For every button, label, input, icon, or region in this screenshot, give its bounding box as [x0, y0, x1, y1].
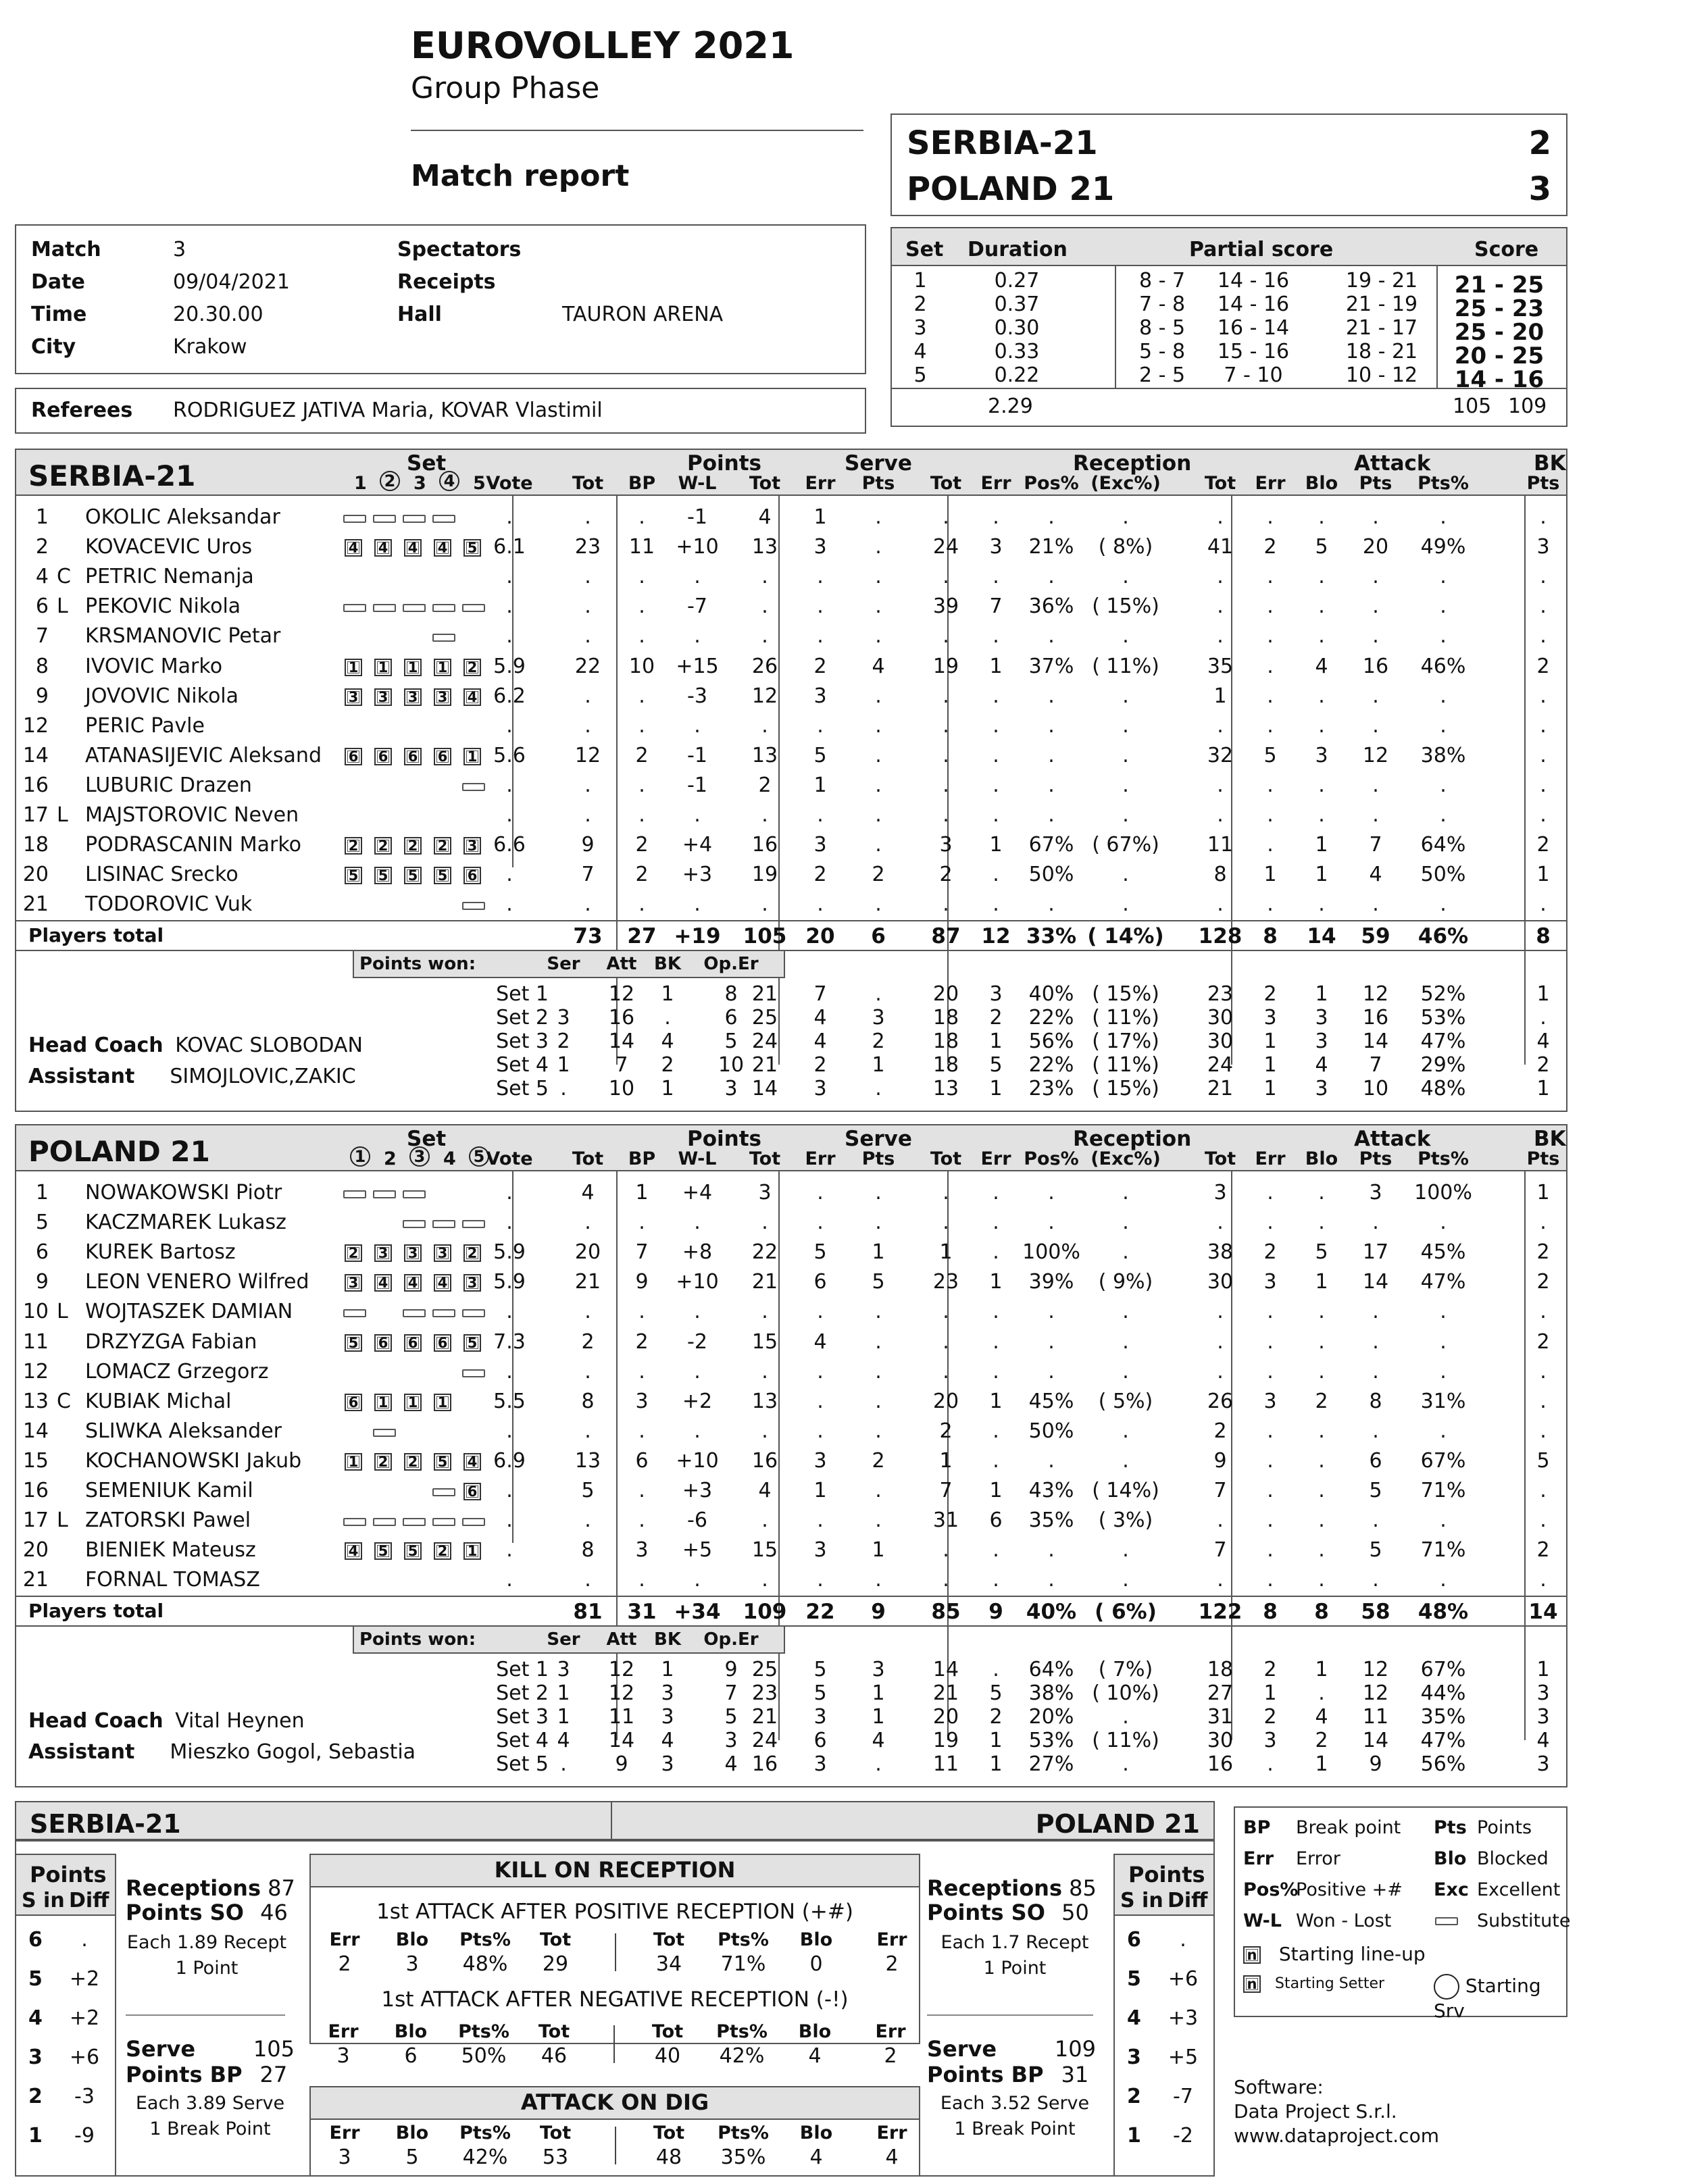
set-stats-row: Set 1 12 1 8 21 7 . 20 3 40% ( 15%) 23 2 1 12 52% 1	[496, 982, 1550, 1006]
player-row: 5 KACZMAREK Lukasz . . . . . . . . . . . . . . . . .	[35, 1211, 1547, 1235]
team1-name: SERBIA-21	[907, 124, 1098, 162]
summary-header: SERBIA-21 POLAND 21	[15, 1801, 1215, 1840]
set-stats-row: Set 3 2 14 4 5 24 4 2 18 1 56% ( 17%) 30 1 3 14 47% 4	[496, 1030, 1550, 1053]
player-row: 2 KOVACEVIC Uros 4 4 4 4 5 6.1 23 11 +10 13 3 . 24 3 21% ( 8%) 41 2 5 20 49% 3	[35, 535, 1550, 559]
points-diff-teamB: Points S in Diff 6 . 5 +6 4 +3 3 +5 2 -7 1 -2	[1113, 1854, 1215, 2177]
player-row: 21 TODOROVIC Vuk . . . . . . . . . . . . . . . . .	[22, 892, 1547, 917]
player-row: 9 JOVOVIC Nikola 3 3 3 3 4 6.2 . . -3 12 3 . . . . . 1 . . . . .	[35, 684, 1547, 708]
player-name: PERIC Pavle	[85, 713, 205, 738]
player-row: 17 L MAJSTOROVIC Neven . . . . . . . . . . . . . . . . .	[22, 803, 1547, 827]
player-name: ATANASIJEVIC Aleksand	[85, 743, 322, 767]
set-stats-row: Set 3 1 11 3 5 21 3 1 20 2 20% . 31 2 4 11 35% 3	[496, 1705, 1550, 1729]
legend: BP Break point Pts Points Err Error Blo Blocked Pos% Positive +# Exc Excellent W-L Won - Lost Substitute n Starting line-up n Starting Setter Starting Srv	[1234, 1806, 1567, 2017]
player-name: PETRIC Nemanja	[85, 565, 254, 589]
player-name: BIENIEK Mateusz	[85, 1538, 256, 1563]
set-stats-row: Set 4 4 14 4 3 24 6 4 19 1 53% ( 11%) 30 3 2 14 47% 4	[496, 1729, 1550, 1752]
player-name: KRSMANOVIC Petar	[85, 624, 281, 649]
player-name: LEON VENERO Wilfred	[85, 1270, 309, 1294]
player-name: LOMACZ Grzegorz	[85, 1359, 269, 1383]
player-row: 6 L PEKOVIC Nikola . . . -7 . . . 39 7 36% ( 15%) . . . . . .	[35, 594, 1547, 619]
software-credit: Software: Data Project S.r.l. www.dataproject.com	[1234, 2076, 1439, 2147]
set-row: 5 0.22 2 - 5 7 - 10 10 - 12 14 - 16	[913, 363, 1545, 393]
set-stats-row: Set 5 . 10 1 3 14 3 . 13 1 23% ( 15%) 21 1 3 10 48% 1	[496, 1077, 1550, 1100]
player-row: 20 LISINAC Srecko 5 5 5 5 6 . 7 2 +3 19 2 2 2 . 50% . 8 1 1 4 50% 1	[22, 863, 1550, 887]
player-name: TODOROVIC Vuk	[85, 892, 253, 917]
player-name: NOWAKOWSKI Piotr	[85, 1181, 282, 1204]
player-name: IVOVIC Marko	[85, 654, 223, 678]
set-row: 3 0.30 8 - 5 16 - 14 21 - 17 25 - 20	[913, 316, 1545, 346]
player-name: LISINAC Srecko	[85, 863, 239, 887]
player-row: 9 LEON VENERO Wilfred 3 4 4 4 3 5.9 21 9 +10 21 6 5 23 1 39% ( 9%) 30 3 1 14 47% 2	[35, 1270, 1550, 1294]
player-row: 14 ATANASIJEVIC Aleksand 6 6 6 6 1 5.6 12 2 -1 13 5 . . . . . 32 5 3 12 38% .	[22, 743, 1547, 767]
player-name: SLIWKA Aleksander	[85, 1419, 282, 1443]
player-row: 4 C PETRIC Nemanja . . . . . . . . . . . . . . . . .	[35, 565, 1547, 589]
player-row: 18 PODRASCANIN Marko 2 2 2 2 3 6.6 9 2 +4 16 3 . 3 1 67% ( 67%) 11 . 1 7 64% 2	[22, 833, 1550, 857]
player-name: KACZMAREK Lukasz	[85, 1211, 286, 1235]
player-row: 21 FORNAL TOMASZ . . . . . . . . . . . . . . . . .	[22, 1568, 1547, 1592]
set-row: 2 0.37 7 - 8 14 - 16 21 - 19 25 - 23	[913, 293, 1545, 322]
teamA-stats: SERBIA-21 Set Points Serve Reception Attack BK 1 2 3 4 5 Vote Tot BP W-L Tot Err Pts Tot Err Pos% (Exc%) Tot Err Blo Pts Pts% Pts 1 OKOLIC Aleksandar . . . -1 4 1 . . . . . . . . . . . 2 KOVACEVIC Uros 4 4 4 4 5 6.1 23 11 +10 13 3 . 24 3 21% ( 8%) 41 2 5 20 49% 3 4 C PETRIC Nemanja . . . . . . . . . . . . . . . . . 6 L PEKOVIC Nikola . . . -7 . . . 39 7 36% ( 15%) . . . . . . 7 KRSMANOVIC Petar . . . . . . . . . . . . . . . . . 8 IVOVIC Marko 1 1 1 1 2 5.9 22 10 +15 26 2 4 19 1 37% ( 11%) 35 . 4 16 46% 2 9 JOVOVIC Nikola 3 3 3 3 4 6.2 . . -3 12 3 . . . . . 1 . . . . . 12 PERIC Pavle . . . . . . . . . . . . . . . . . 14 ATANASIJEVIC Aleksand 6 6 6 6 1 5.6 12 2 -1 13 5 . . . . . 32 5 3 12 38% . 16 LUBURIC Drazen . . . -1 2 1 . . . . . . . . . . . 17 L MAJSTOROVIC Neven . . . . . . . . . . . . . . . . . 18 PODRASCANIN Marko 2 2 2 2 3 6.6 9 2 +4 16 3 . 3 1 67% ( 67%) 11 . 1 7 64% 2 20 LISINAC Srecko 5 5 5 5 6 . 7 2 +3 19 2 2 2 . 50% . 8 1 1 4 50% 1 21 TODOROVIC Vuk . . . . . . . . . . . . . . . . . Players total 73 27 +19 105 20 6 87 12 33% ( 14%) 128 8 14 59 46% 8 Points won: Ser Att BK Op.Er Set 1 12 1 8 21 7 . 20 3 40% ( 15%) 23 2 1 12 52% 1 Set 2 3 16 . 6 25 4 3 18 2 22% ( 11%) 30 3 3 16 53% . Set 3 2 14 4 5 24 4 2 18 1 56% ( 17%) 30 1 3 14 47% 4 Set 4 1 7 2 10 21 2 1 18 5 22% ( 11%) 24 1 4 7 29% 2 Set 5 . 10 1 3 14 3 . 13 1 23% ( 15%) 21 1 3 10 48% 1 Head Coach KOVAC SLOBODAN Assistant SIMOJLOVIC,ZAKIC	[15, 449, 1567, 1112]
player-name: MAJSTOROVIC Neven	[85, 803, 299, 827]
player-row: 20 BIENIEK Mateusz 4 5 5 2 1 . 8 3 +5 15 3 1 . . . . 7 . . 5 71% 2	[22, 1538, 1550, 1563]
player-row: 13 C KUBIAK Michal 6 1 1 1 5.5 8 3 +2 13 . . 20 1 45% ( 5%) 26 3 2 8 31% .	[22, 1389, 1547, 1413]
attack-on-dig: ATTACK ON DIG Err Blo Pts% Tot Tot Pts% Blo Err 3 5 42% 53 48 35% 4 4	[309, 2086, 920, 2177]
player-name: SEMENIUK Kamil	[85, 1479, 253, 1502]
set-stats-row: Set 2 1 12 3 7 23 5 1 21 5 38% ( 10%) 27 1 . 12 44% 3	[496, 1681, 1550, 1705]
result-box	[890, 113, 1567, 216]
team2-sets: 3	[1528, 170, 1551, 208]
player-row: 10 L WOJTASZEK DAMIAN . . . . . . . . . . . . . . . . .	[22, 1300, 1547, 1324]
team1-sets: 2	[1528, 124, 1551, 162]
player-row: 1 NOWAKOWSKI Piotr . 4 1 +4 3 . . . . . . 3 . . 3 100% 1	[35, 1181, 1550, 1204]
match-info-box: Match 3 Date 09/04/2021 Time 20.30.00 City Krakow Spectators Receipts Hall TAURON ARENA	[15, 224, 866, 374]
sets-table: Set Duration Partial score Score 1 0.27 8 - 7 14 - 16 19 - 21 21 - 25 2 0.37 7 - 8 14 - 16 21 - 19 25 - 23 3 0.30 8 - 5 16 - 14 21 - 17 25 - 20 4 0.33 5 - 8 15 - 16 18 - 21 20 - 25 5 0.22 2 - 5 7 - 10 10 - 12 14 - 16 2.29 105 109	[890, 227, 1567, 427]
referees-box: Referees RODRIGUEZ JATIVA Maria, KOVAR Vlastimil	[15, 388, 866, 434]
event-subtitle: Group Phase	[411, 71, 600, 105]
player-row: 17 L ZATORSKI Pawel . . . -6 . . . 31 6 35% ( 3%) . . . . . .	[22, 1508, 1547, 1533]
player-row: 14 SLIWKA Aleksander . . . . . . . 2 . 50% . 2 . . . . .	[22, 1419, 1547, 1443]
player-row: 8 IVOVIC Marko 1 1 1 1 2 5.9 22 10 +15 26 2 4 19 1 37% ( 11%) 35 . 4 16 46% 2	[35, 654, 1550, 678]
team2-name: POLAND 21	[907, 170, 1115, 208]
player-name: JOVOVIC Nikola	[85, 684, 239, 708]
event-title: EUROVOLLEY 2021	[411, 24, 795, 67]
player-name: KOCHANOWSKI Jakub	[85, 1448, 302, 1473]
player-row: 15 KOCHANOWSKI Jakub 1 2 2 5 4 6.9 13 6 +10 16 3 2 1 . . . 9 . . 6 67% 5	[22, 1448, 1550, 1473]
player-row: 6 KUREK Bartosz 2 3 3 3 2 5.9 20 7 +8 22 5 1 1 . 100% . 38 2 5 17 45% 2	[35, 1240, 1550, 1265]
player-name: OKOLIC Aleksandar	[85, 505, 280, 529]
player-name: WOJTASZEK DAMIAN	[85, 1300, 293, 1324]
player-row: 12 LOMACZ Grzegorz . . . . . . . . . . . . . . . . .	[22, 1359, 1547, 1383]
player-name: DRZYZGA Fabian	[85, 1329, 257, 1354]
set-stats-row: Set 1 3 12 1 9 25 5 3 14 . 64% ( 7%) 18 2 1 12 67% 1	[496, 1658, 1550, 1681]
player-name: LUBURIC Drazen	[85, 773, 252, 797]
set-stats-row: Set 4 1 7 2 10 21 2 1 18 5 22% ( 11%) 24 1 4 7 29% 2	[496, 1053, 1550, 1077]
player-row: 12 PERIC Pavle . . . . . . . . . . . . . . . . .	[22, 713, 1547, 738]
player-row: 7 KRSMANOVIC Petar . . . . . . . . . . . . . . . . .	[35, 624, 1547, 649]
teamB-stats: POLAND 21 Set Points Serve Reception Attack BK 1 2 3 4 5 Vote Tot BP W-L Tot Err Pts Tot Err Pos% (Exc%) Tot Err Blo Pts Pts% Pts 1 NOWAKOWSKI Piotr . 4 1 +4 3 . . . . . . 3 . . 3 100% 1 5 KACZMAREK Lukasz . . . . . . . . . . . . . . . . . 6 KUREK Bartosz 2 3 3 3 2 5.9 20 7 +8 22 5 1 1 . 100% . 38 2 5 17 45% 2 9 LEON VENERO Wilfred 3 4 4 4 3 5.9 21 9 +10 21 6 5 23 1 39% ( 9%) 30 3 1 14 47% 2 10 L WOJTASZEK DAMIAN . . . . . . . . . . . . . . . . . 11 DRZYZGA Fabian 5 6 6 6 5 7.3 2 2 -2 15 4 . . . . . . . . . . 2 12 LOMACZ Grzegorz . . . . . . . . . . . . . . . . . 13 C KUBIAK Michal 6 1 1 1 5.5 8 3 +2 13 . . 20 1 45% ( 5%) 26 3 2 8 31% . 14 SLIWKA Aleksander . . . . . . . 2 . 50% . 2 . . . . . 15 KOCHANOWSKI Jakub 1 2 2 5 4 6.9 13 6 +10 16 3 2 1 . . . 9 . . 6 67% 5 16 SEMENIUK Kamil 6 . 5 . +3 4 1 . 7 1 43% ( 14%) 7 . . 5 71% . 17 L ZATORSKI Pawel . . . -6 . . . 31 6 35% ( 3%) . . . . . . 20 BIENIEK Mateusz 4 5 5 2 1 . 8 3 +5 15 3 1 . . . . 7 . . 5 71% 2 21 FORNAL TOMASZ . . . . . . . . . . . . . . . . . Players total 81 31 +34 109 22 9 85 9 40% ( 6%) 122 8 8 58 48% 14 Points won: Ser Att BK Op.Er Set 1 3 12 1 9 25 5 3 14 . 64% ( 7%) 18 2 1 12 67% 1 Set 2 1 12 3 7 23 5 1 21 5 38% ( 10%) 27 1 . 12 44% 3 Set 3 1 11 3 5 21 3 1 20 2 20% . 31 2 4 11 35% 3 Set 4 4 14 4 3 24 6 4 19 1 53% ( 11%) 30 3 2 14 47% 4 Set 5 . 9 3 4 16 3 . 11 1 27% . 16 . 1 9 56% 3 Head Coach Vital Heynen Assistant Mieszko Gogol, Sebastia	[15, 1124, 1567, 1787]
team-name: SERBIA-21	[28, 459, 196, 492]
set-stats-row: Set 5 . 9 3 4 16 3 . 11 1 27% . 16 . 1 9 56% 3	[496, 1752, 1550, 1776]
player-name: FORNAL TOMASZ	[85, 1568, 260, 1592]
player-name: ZATORSKI Pawel	[85, 1508, 251, 1533]
set-row: 1 0.27 8 - 7 14 - 16 19 - 21 21 - 25	[913, 269, 1545, 299]
team-name: POLAND 21	[28, 1135, 210, 1168]
points-diff-teamA: Points S in Diff 6 . 5 +2 4 +2 3 +6 2 -3 1 -9	[15, 1854, 116, 2177]
player-name: PODRASCANIN Marko	[85, 833, 301, 857]
player-row: 11 DRZYZGA Fabian 5 6 6 6 5 7.3 2 2 -2 15 4 . . . . . . . . . . 2	[22, 1329, 1550, 1354]
player-row: 16 LUBURIC Drazen . . . -1 2 1 . . . . . . . . . . .	[22, 773, 1547, 797]
set-row: 4 0.33 5 - 8 15 - 16 18 - 21 20 - 25	[913, 340, 1545, 370]
report-title: Match report	[411, 159, 630, 193]
player-row: 16 SEMENIUK Kamil 6 . 5 . +3 4 1 . 7 1 43% ( 14%) 7 . . 5 71% .	[22, 1479, 1547, 1502]
player-name: PEKOVIC Nikola	[85, 594, 241, 619]
player-row: 1 OKOLIC Aleksandar . . . -1 4 1 . . . . . . . . . . .	[35, 505, 1547, 529]
player-name: KUREK Bartosz	[85, 1240, 236, 1265]
player-name: KUBIAK Michal	[85, 1389, 232, 1413]
kill-on-reception: KILL ON RECEPTION 1st ATTACK AFTER POSITIVE RECEPTION (+#) Err Blo Pts% Tot Tot Pts% Blo Err 2 3 48% 29 34 71% 0 2 1st ATTACK AFTER NEGATIVE RECEPTION (-!)	[309, 1854, 920, 2044]
player-name: KOVACEVIC Uros	[85, 535, 253, 559]
set-stats-row: Set 2 3 16 . 6 25 4 3 18 2 22% ( 11%) 30 3 3 16 53% .	[496, 1006, 1547, 1030]
